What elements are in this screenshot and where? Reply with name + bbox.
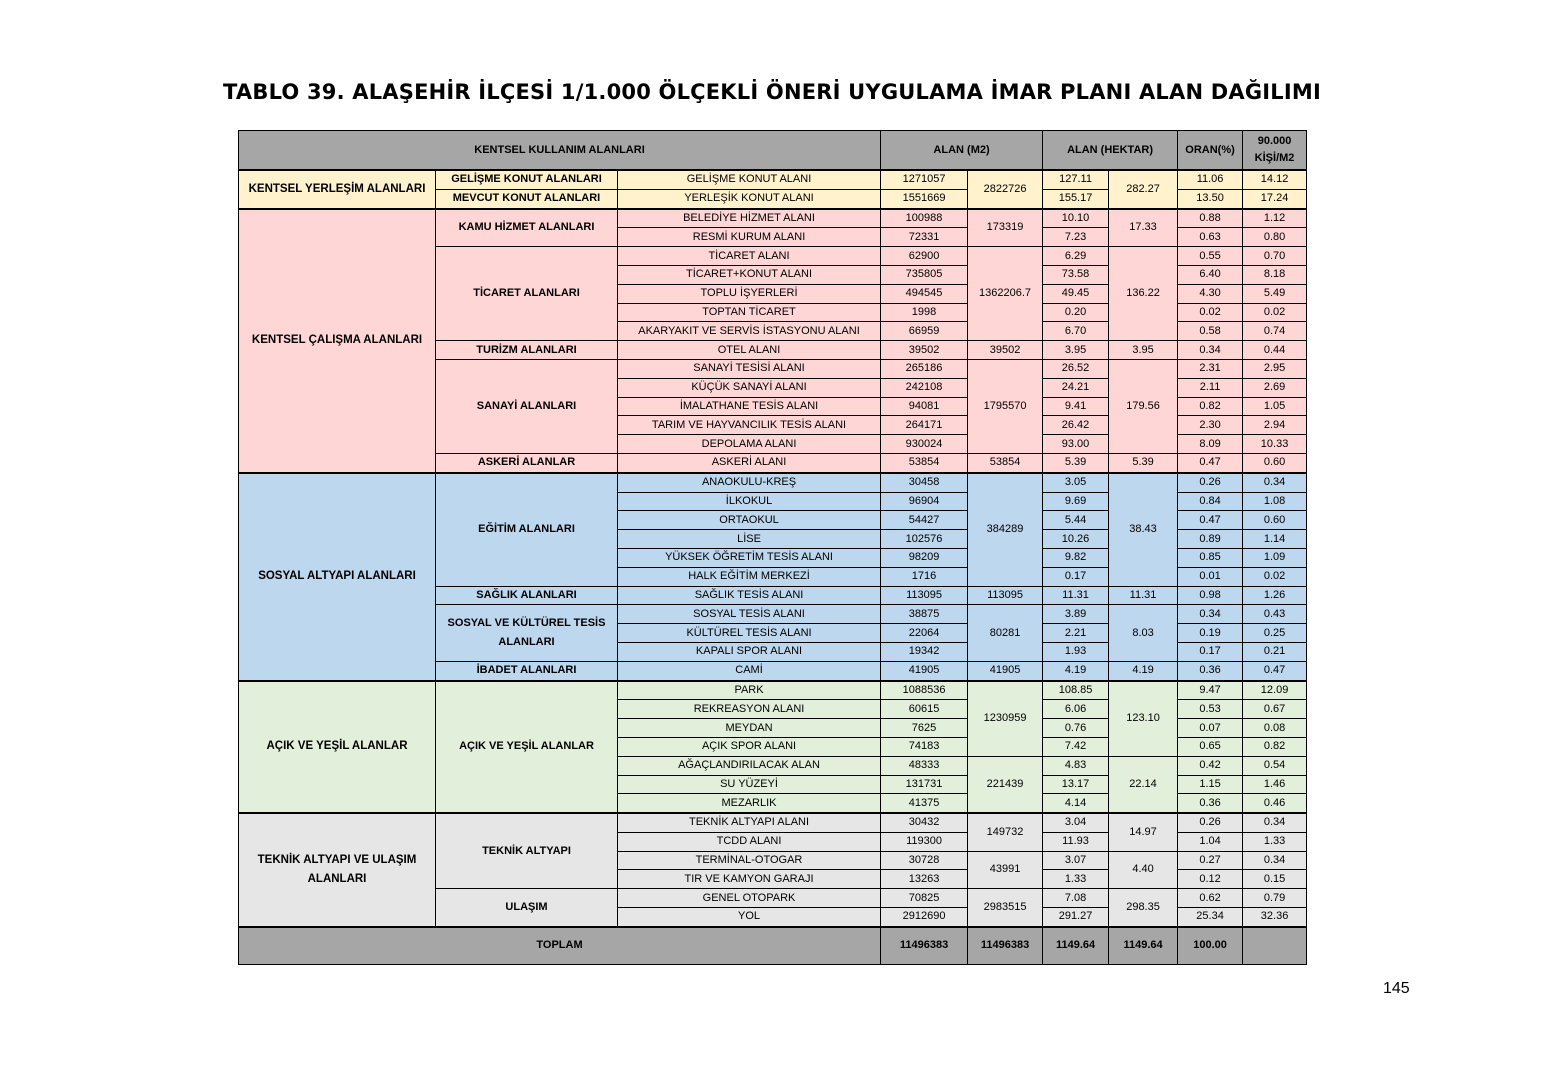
- row-m2: 70825: [881, 889, 968, 908]
- row-kisi: 0.67: [1243, 700, 1307, 719]
- row-oran: 9.47: [1178, 681, 1243, 700]
- row-name: HALK EĞİTİM MERKEZİ: [618, 567, 881, 586]
- row-name: İLKOKUL: [618, 492, 881, 511]
- row-ha: 10.10: [1043, 209, 1109, 228]
- row-oran: 0.34: [1178, 605, 1243, 624]
- group-m2: 173319: [968, 209, 1043, 247]
- row-name: GENEL OTOPARK: [618, 889, 881, 908]
- row-oran: 0.42: [1178, 756, 1243, 775]
- total-kisi: [1243, 927, 1307, 965]
- row-ha: 1.93: [1043, 642, 1109, 661]
- row-oran: 0.82: [1178, 397, 1243, 416]
- row-name: AKARYAKIT VE SERVİS İSTASYONU ALANI: [618, 322, 881, 341]
- row-kisi: 0.08: [1243, 719, 1307, 738]
- row-m2: 2912690: [881, 908, 968, 927]
- row-name: TARIM VE HAYVANCILIK TESİS ALANI: [618, 416, 881, 435]
- total-oran: 100.00: [1178, 927, 1243, 965]
- row-name: SOSYAL TESİS ALANI: [618, 605, 881, 624]
- group-m2: 43991: [968, 851, 1043, 889]
- sub-gelisme: GELİŞME KONUT ALANLARI: [436, 170, 618, 189]
- row-name: OTEL ALANI: [618, 341, 881, 360]
- row-kisi: 0.80: [1243, 228, 1307, 247]
- group-m2: 41905: [968, 661, 1043, 680]
- group-m2: 384289: [968, 473, 1043, 586]
- row-oran: 0.26: [1178, 473, 1243, 492]
- row-m2: 22064: [881, 624, 968, 643]
- row-name: TCDD ALANI: [618, 832, 881, 851]
- row-oran: 1.15: [1178, 775, 1243, 794]
- row-kisi: 0.34: [1243, 473, 1307, 492]
- sub-yesil: AÇIK VE YEŞİL ALANLAR: [436, 681, 618, 814]
- row-ha: 26.52: [1043, 359, 1109, 378]
- group-yerlesim: KENTSEL YERLEŞİM ALANLARI: [239, 170, 436, 209]
- row-oran: 0.34: [1178, 341, 1243, 360]
- row-kisi: 2.94: [1243, 416, 1307, 435]
- row-ha: 24.21: [1043, 378, 1109, 397]
- row-ha: 9.82: [1043, 548, 1109, 567]
- sub-turizm: TURİZM ALANLARI: [436, 341, 618, 360]
- row-oran: 0.53: [1178, 700, 1243, 719]
- row-name: DEPOLAMA ALANI: [618, 435, 881, 454]
- row-m2: 30458: [881, 473, 968, 492]
- row-m2: 94081: [881, 397, 968, 416]
- area-distribution-table-wrap: [238, 130, 1306, 965]
- row-kisi: 0.44: [1243, 341, 1307, 360]
- group-ha: 4.40: [1109, 851, 1178, 889]
- row-ha: 5.39: [1043, 453, 1109, 472]
- row-m2: 102576: [881, 530, 968, 549]
- row-oran: 6.40: [1178, 265, 1243, 284]
- row-m2: 48333: [881, 756, 968, 775]
- group-calisma: KENTSEL ÇALIŞMA ALANLARI: [239, 209, 436, 473]
- row-name: PARK: [618, 681, 881, 700]
- row-kisi: 12.09: [1243, 681, 1307, 700]
- row-ha: 155.17: [1043, 189, 1109, 208]
- sub-ibadet: İBADET ALANLARI: [436, 661, 618, 680]
- group-ha: 179.56: [1109, 359, 1178, 453]
- row-name: TEKNİK ALTYAPI ALANI: [618, 813, 881, 832]
- group-m2: 1230959: [968, 681, 1043, 757]
- row-ha: 13.17: [1043, 775, 1109, 794]
- row-ha: 11.93: [1043, 832, 1109, 851]
- row-oran: 0.19: [1178, 624, 1243, 643]
- row-kisi: 0.60: [1243, 453, 1307, 472]
- row-oran: 0.62: [1178, 889, 1243, 908]
- row-kisi: 0.47: [1243, 661, 1307, 680]
- group-ha: 11.31: [1109, 586, 1178, 605]
- total-m2: 11496383: [881, 927, 968, 965]
- row-kisi: 0.21: [1243, 642, 1307, 661]
- area-distribution-table: [238, 130, 1307, 965]
- group-ha: 22.14: [1109, 756, 1178, 813]
- group-m2: 1795570: [968, 359, 1043, 453]
- row-ha: 0.76: [1043, 719, 1109, 738]
- row-oran: 0.47: [1178, 453, 1243, 472]
- row-name: BELEDİYE HİZMET ALANI: [618, 209, 881, 228]
- table-title: TABLO 39. ALAŞEHİR İLÇESİ 1/1.000 ÖLÇEKLİ ÖNERİ UYGULAMA İMAR PLANI ALAN DAĞILIMI: [223, 80, 1321, 104]
- row-kisi: 0.34: [1243, 851, 1307, 870]
- row-kisi: 0.54: [1243, 756, 1307, 775]
- header-kisi-2: KİŞİ/M2: [1254, 152, 1295, 164]
- group-m2: 149732: [968, 813, 1043, 851]
- header-kisi-1: 90.000: [1257, 135, 1292, 147]
- total-label: TOPLAM: [239, 927, 881, 965]
- row-oran: 0.58: [1178, 322, 1243, 341]
- row-oran: 0.27: [1178, 851, 1243, 870]
- row-name: YOL: [618, 908, 881, 927]
- group-m2: 221439: [968, 756, 1043, 813]
- row-ha: 26.42: [1043, 416, 1109, 435]
- row-oran: 0.55: [1178, 247, 1243, 266]
- sub-mevcut: MEVCUT KONUT ALANLARI: [436, 189, 618, 208]
- row-m2: 72331: [881, 228, 968, 247]
- row-ha: 11.31: [1043, 586, 1109, 605]
- total-row: [239, 927, 1307, 965]
- sub-teknik: TEKNİK ALTYAPI: [436, 813, 618, 889]
- row-oran: 0.89: [1178, 530, 1243, 549]
- row-ha: 3.05: [1043, 473, 1109, 492]
- row-m2: 96904: [881, 492, 968, 511]
- row-ha: 49.45: [1043, 284, 1109, 303]
- header-kentsel: KENTSEL KULLANIM ALANLARI: [239, 131, 881, 171]
- row-name: REKREASYON ALANI: [618, 700, 881, 719]
- row-name: AÇIK SPOR ALANI: [618, 737, 881, 756]
- row-name: TOPTAN TİCARET: [618, 303, 881, 322]
- row-m2: 41375: [881, 794, 968, 813]
- row-kisi: 5.49: [1243, 284, 1307, 303]
- group-ha: 14.97: [1109, 813, 1178, 851]
- row-oran: 0.26: [1178, 813, 1243, 832]
- table-row: [239, 681, 1307, 700]
- row-kisi: 0.70: [1243, 247, 1307, 266]
- row-oran: 0.88: [1178, 209, 1243, 228]
- group-ha: 5.39: [1109, 453, 1178, 472]
- group-m2: 2983515: [968, 889, 1043, 927]
- group-yesil: AÇIK VE YEŞİL ALANLAR: [239, 681, 436, 814]
- row-ha: 3.07: [1043, 851, 1109, 870]
- row-m2: 131731: [881, 775, 968, 794]
- row-m2: 264171: [881, 416, 968, 435]
- row-ha: 6.06: [1043, 700, 1109, 719]
- row-kisi: 0.15: [1243, 870, 1307, 889]
- row-name: ANAOKULU-KREŞ: [618, 473, 881, 492]
- row-kisi: 32.36: [1243, 908, 1307, 927]
- row-m2: 119300: [881, 832, 968, 851]
- row-m2: 62900: [881, 247, 968, 266]
- row-m2: 265186: [881, 359, 968, 378]
- group-m2: 2822726: [968, 170, 1043, 209]
- row-m2: 1551669: [881, 189, 968, 208]
- row-name: ORTAOKUL: [618, 511, 881, 530]
- row-m2: 1716: [881, 567, 968, 586]
- group-ha: 4.19: [1109, 661, 1178, 680]
- sub-egitim: EĞİTİM ALANLARI: [436, 473, 618, 586]
- row-kisi: 0.79: [1243, 889, 1307, 908]
- group-m2: 39502: [968, 341, 1043, 360]
- row-name: İMALATHANE TESİS ALANI: [618, 397, 881, 416]
- row-m2: 1088536: [881, 681, 968, 700]
- row-m2: 38875: [881, 605, 968, 624]
- sub-ticaret: TİCARET ALANLARI: [436, 247, 618, 341]
- row-oran: 0.01: [1178, 567, 1243, 586]
- row-name: TERMİNAL-OTOGAR: [618, 851, 881, 870]
- row-m2: 113095: [881, 586, 968, 605]
- row-ha: 1.33: [1043, 870, 1109, 889]
- group-ha: 298.35: [1109, 889, 1178, 927]
- row-oran: 1.04: [1178, 832, 1243, 851]
- row-ha: 9.41: [1043, 397, 1109, 416]
- row-name: TOPLU İŞYERLERİ: [618, 284, 881, 303]
- sub-sanayi: SANAYİ ALANLARI: [436, 359, 618, 453]
- row-name: AĞAÇLANDIRILACAK ALAN: [618, 756, 881, 775]
- row-oran: 4.30: [1178, 284, 1243, 303]
- total-ha-group: 1149.64: [1109, 927, 1178, 965]
- row-m2: 41905: [881, 661, 968, 680]
- row-ha: 3.95: [1043, 341, 1109, 360]
- row-kisi: 2.69: [1243, 378, 1307, 397]
- group-m2: 1362206.7: [968, 247, 1043, 341]
- group-ha: 17.33: [1109, 209, 1178, 247]
- row-ha: 10.26: [1043, 530, 1109, 549]
- row-ha: 6.70: [1043, 322, 1109, 341]
- header-kisi: [1243, 131, 1307, 171]
- row-oran: 13.50: [1178, 189, 1243, 208]
- row-kisi: 1.33: [1243, 832, 1307, 851]
- row-m2: 30728: [881, 851, 968, 870]
- row-ha: 3.89: [1043, 605, 1109, 624]
- row-m2: 494545: [881, 284, 968, 303]
- row-ha: 4.19: [1043, 661, 1109, 680]
- row-ha: 127.11: [1043, 170, 1109, 189]
- row-name: YÜKSEK ÖĞRETİM TESİS ALANI: [618, 548, 881, 567]
- header-alan-m2: ALAN (M2): [881, 131, 1043, 171]
- row-name: MEYDAN: [618, 719, 881, 738]
- row-m2: 13263: [881, 870, 968, 889]
- group-teknik: TEKNİK ALTYAPI VE ULAŞIM ALANLARI: [239, 813, 436, 927]
- row-kisi: 1.46: [1243, 775, 1307, 794]
- sub-askeri: ASKERİ ALANLAR: [436, 453, 618, 472]
- row-name: CAMİ: [618, 661, 881, 680]
- group-m2: 53854: [968, 453, 1043, 472]
- row-m2: 53854: [881, 453, 968, 472]
- group-ha: 38.43: [1109, 473, 1178, 586]
- row-name: KAPALI SPOR ALANI: [618, 642, 881, 661]
- row-name: SU YÜZEYİ: [618, 775, 881, 794]
- row-kisi: 0.82: [1243, 737, 1307, 756]
- row-kisi: 1.09: [1243, 548, 1307, 567]
- row-name: GELİŞME KONUT ALANI: [618, 170, 881, 189]
- page-number: 145: [1383, 980, 1410, 997]
- row-oran: 25.34: [1178, 908, 1243, 927]
- group-ha: 282.27: [1109, 170, 1178, 209]
- row-ha: 4.14: [1043, 794, 1109, 813]
- row-oran: 2.31: [1178, 359, 1243, 378]
- row-kisi: 8.18: [1243, 265, 1307, 284]
- row-kisi: 0.60: [1243, 511, 1307, 530]
- sub-saglik: SAĞLIK ALANLARI: [436, 586, 618, 605]
- row-kisi: 17.24: [1243, 189, 1307, 208]
- row-kisi: 0.46: [1243, 794, 1307, 813]
- row-ha: 9.69: [1043, 492, 1109, 511]
- table-row: [239, 170, 1307, 189]
- sub-ulasim: ULAŞIM: [436, 889, 618, 927]
- total-m2-group: 11496383: [968, 927, 1043, 965]
- row-m2: 98209: [881, 548, 968, 567]
- group-ha: 123.10: [1109, 681, 1178, 757]
- row-m2: 60615: [881, 700, 968, 719]
- row-m2: 735805: [881, 265, 968, 284]
- row-name: YERLEŞİK KONUT ALANI: [618, 189, 881, 208]
- header-row: [239, 131, 1307, 171]
- row-ha: 0.17: [1043, 567, 1109, 586]
- table-row: [239, 209, 1307, 228]
- row-m2: 66959: [881, 322, 968, 341]
- row-m2: 39502: [881, 341, 968, 360]
- group-m2: 80281: [968, 605, 1043, 661]
- row-oran: 0.07: [1178, 719, 1243, 738]
- row-m2: 7625: [881, 719, 968, 738]
- row-name: KÜLTÜREL TESİS ALANI: [618, 624, 881, 643]
- row-m2: 1271057: [881, 170, 968, 189]
- row-kisi: 0.34: [1243, 813, 1307, 832]
- row-oran: 0.85: [1178, 548, 1243, 567]
- row-m2: 100988: [881, 209, 968, 228]
- group-ha: 136.22: [1109, 247, 1178, 341]
- row-m2: 19342: [881, 642, 968, 661]
- row-oran: 11.06: [1178, 170, 1243, 189]
- row-ha: 3.04: [1043, 813, 1109, 832]
- row-ha: 108.85: [1043, 681, 1109, 700]
- row-oran: 0.12: [1178, 870, 1243, 889]
- row-name: SAĞLIK TESİS ALANI: [618, 586, 881, 605]
- row-m2: 242108: [881, 378, 968, 397]
- header-oran: ORAN(%): [1178, 131, 1243, 171]
- row-m2: 1998: [881, 303, 968, 322]
- row-m2: 930024: [881, 435, 968, 454]
- row-oran: 2.11: [1178, 378, 1243, 397]
- row-m2: 74183: [881, 737, 968, 756]
- row-name: RESMİ KURUM ALANI: [618, 228, 881, 247]
- row-ha: 291.27: [1043, 908, 1109, 927]
- row-kisi: 0.74: [1243, 322, 1307, 341]
- row-ha: 7.42: [1043, 737, 1109, 756]
- row-oran: 8.09: [1178, 435, 1243, 454]
- row-oran: 0.36: [1178, 794, 1243, 813]
- row-oran: 2.30: [1178, 416, 1243, 435]
- row-oran: 0.84: [1178, 492, 1243, 511]
- row-kisi: 0.43: [1243, 605, 1307, 624]
- row-ha: 5.44: [1043, 511, 1109, 530]
- row-name: KÜÇÜK SANAYİ ALANI: [618, 378, 881, 397]
- row-m2: 30432: [881, 813, 968, 832]
- row-m2: 54427: [881, 511, 968, 530]
- row-oran: 0.36: [1178, 661, 1243, 680]
- table-row: [239, 813, 1307, 832]
- sub-kamu: KAMU HİZMET ALANLARI: [436, 209, 618, 247]
- row-oran: 0.63: [1178, 228, 1243, 247]
- sub-kultur: SOSYAL VE KÜLTÜREL TESİS ALANLARI: [436, 605, 618, 661]
- group-sosyal: SOSYAL ALTYAPI ALANLARI: [239, 473, 436, 681]
- row-kisi: 0.02: [1243, 303, 1307, 322]
- total-ha: 1149.64: [1043, 927, 1109, 965]
- row-name: TIR VE KAMYON GARAJI: [618, 870, 881, 889]
- row-oran: 0.65: [1178, 737, 1243, 756]
- row-kisi: 1.12: [1243, 209, 1307, 228]
- row-kisi: 14.12: [1243, 170, 1307, 189]
- row-kisi: 0.02: [1243, 567, 1307, 586]
- row-ha: 6.29: [1043, 247, 1109, 266]
- row-name: MEZARLIK: [618, 794, 881, 813]
- row-ha: 0.20: [1043, 303, 1109, 322]
- row-oran: 0.02: [1178, 303, 1243, 322]
- row-kisi: 10.33: [1243, 435, 1307, 454]
- row-oran: 0.17: [1178, 642, 1243, 661]
- row-ha: 93.00: [1043, 435, 1109, 454]
- table-row: [239, 473, 1307, 492]
- row-oran: 0.98: [1178, 586, 1243, 605]
- row-kisi: 1.05: [1243, 397, 1307, 416]
- row-kisi: 0.25: [1243, 624, 1307, 643]
- row-name: LİSE: [618, 530, 881, 549]
- group-ha: 8.03: [1109, 605, 1178, 661]
- group-m2: 113095: [968, 586, 1043, 605]
- row-name: SANAYİ TESİSİ ALANI: [618, 359, 881, 378]
- row-kisi: 1.14: [1243, 530, 1307, 549]
- row-kisi: 2.95: [1243, 359, 1307, 378]
- row-ha: 2.21: [1043, 624, 1109, 643]
- row-name: TİCARET ALANI: [618, 247, 881, 266]
- row-name: TİCARET+KONUT ALANI: [618, 265, 881, 284]
- row-ha: 7.23: [1043, 228, 1109, 247]
- group-ha: 3.95: [1109, 341, 1178, 360]
- row-ha: 73.58: [1043, 265, 1109, 284]
- header-alan-hektar: ALAN (HEKTAR): [1043, 131, 1178, 171]
- row-name: ASKERİ ALANI: [618, 453, 881, 472]
- row-oran: 0.47: [1178, 511, 1243, 530]
- row-ha: 7.08: [1043, 889, 1109, 908]
- row-ha: 4.83: [1043, 756, 1109, 775]
- row-kisi: 1.26: [1243, 586, 1307, 605]
- row-kisi: 1.08: [1243, 492, 1307, 511]
